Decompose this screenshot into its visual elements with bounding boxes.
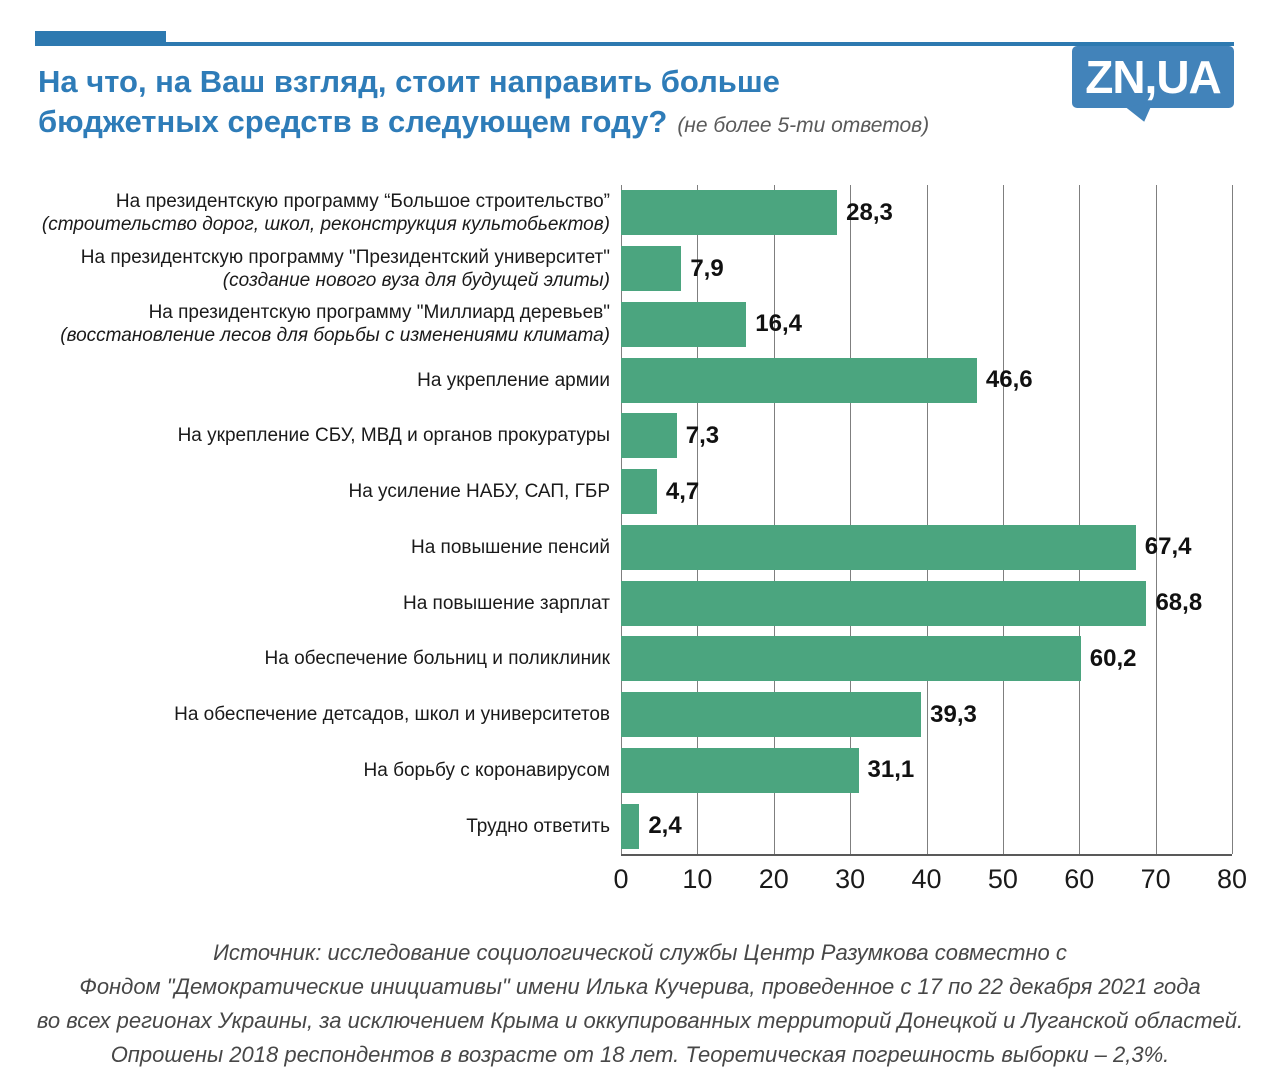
bar-row — [621, 352, 1232, 408]
bar-row — [621, 185, 1232, 241]
bar-rows — [621, 185, 1232, 854]
bar — [621, 525, 1136, 570]
x-tick-label: 60 — [1064, 864, 1095, 894]
bar — [621, 246, 681, 291]
category-label — [0, 798, 610, 854]
category-label-main: На укрепление армии — [417, 369, 610, 391]
category-label — [0, 464, 610, 520]
source-note — [0, 936, 1280, 1072]
x-tick-label: 10 — [682, 864, 713, 894]
category-label-main: Трудно ответить — [466, 815, 610, 837]
bar — [621, 413, 677, 458]
bar-value-label: 67,4 — [1144, 533, 1192, 561]
bar-value-label: 7,9 — [690, 254, 724, 282]
source-line: во всех регионах Украины, за исключением Крыма и оккупированных территорий Донецкой и Луганской областей. — [36, 1008, 1244, 1033]
category-label-main: На президентскую программу "Президентский университет" — [80, 246, 610, 268]
bar-row — [621, 464, 1232, 520]
bar-chart — [0, 185, 1248, 894]
bar — [621, 692, 921, 737]
bar-value-label: 60,2 — [1089, 644, 1137, 672]
bar — [621, 302, 746, 347]
bar-value-label: 4,7 — [665, 477, 700, 505]
bar-row — [621, 520, 1232, 576]
category-label-main: На укрепление СБУ, МВД и органов прокуратуры — [177, 425, 610, 447]
header-rule — [35, 42, 1234, 46]
category-label — [0, 185, 610, 241]
category-label-main: На повышение зарплат — [402, 592, 610, 614]
x-tick-label: 50 — [987, 864, 1018, 894]
bar — [621, 581, 1146, 626]
x-tick-label: 40 — [911, 864, 942, 894]
bar-value-label: 2,4 — [648, 812, 682, 840]
category-label-main: На президентскую программу “Большое строительство” — [115, 190, 610, 212]
source-line: Фондом "Демократические инициативы" имени Илька Кучерива, проведенное с 17 по 22 декабря 2021 года — [79, 974, 1201, 999]
bar-value-label: 39,3 — [930, 700, 977, 728]
bar-row — [621, 743, 1232, 799]
bar — [621, 469, 657, 514]
category-label — [0, 241, 610, 297]
category-label-main: На борьбу с коронавирусом — [363, 759, 610, 781]
bar-value-label: 46,6 — [985, 366, 1033, 394]
category-label — [0, 297, 610, 353]
x-axis — [613, 864, 1248, 898]
x-tick-label: 0 — [613, 864, 629, 894]
bar — [621, 358, 977, 403]
bar-row — [621, 241, 1232, 297]
znua-logo-tail — [1126, 101, 1158, 125]
bar-row — [621, 687, 1232, 743]
category-labels — [0, 185, 610, 854]
bar — [621, 636, 1081, 681]
category-label-main: На обеспечение больниц и поликлиник — [264, 648, 610, 670]
chart-title — [38, 62, 929, 146]
znua-logo[interactable] — [1072, 46, 1234, 108]
category-label-sub: (создание нового вуза для будущей элиты) — [222, 269, 610, 291]
bar — [621, 190, 837, 235]
header-accent-bar — [35, 31, 166, 46]
category-label — [0, 631, 610, 687]
bar-value-label: 28,3 — [846, 198, 893, 226]
bar-row — [621, 798, 1232, 854]
title-line-1: На что, на Ваш взгляд, стоит направить больше — [38, 64, 780, 99]
category-label — [0, 575, 610, 631]
category-label-main: На президентскую программу "Миллиард деревьев" — [148, 302, 610, 324]
category-label — [0, 408, 610, 464]
chart-subtitle: (не более 5-ти ответов) — [677, 114, 930, 137]
bar-value-label: 16,4 — [755, 310, 802, 338]
bar-row — [621, 408, 1232, 464]
znua-logo-text: ZN,UA — [1085, 51, 1221, 103]
bar-value-label: 7,3 — [685, 421, 720, 449]
category-label-sub: (строительство дорог, школ, реконструкция культобьектов) — [41, 213, 610, 235]
source-line: Источник: исследование социологической службы Центр Разумкова совместно с — [213, 940, 1067, 965]
category-label-main: На усиление НАБУ, САП, ГБР — [348, 481, 610, 503]
x-tick-label: 70 — [1140, 864, 1171, 894]
gridline — [1232, 185, 1233, 854]
category-label — [0, 520, 610, 576]
source-line: Опрошены 2018 респондентов в возрасте от 18 лет. Теоретическая погрешность выборки – 2,3%. — [110, 1042, 1170, 1067]
bar-value-label: 68,8 — [1155, 589, 1203, 617]
x-tick-label: 30 — [835, 864, 866, 894]
x-tick-label: 20 — [758, 864, 789, 894]
category-label — [0, 352, 610, 408]
x-tick-label: 80 — [1216, 864, 1248, 894]
category-label-main: На обеспечение детсадов, школ и университетов — [174, 704, 610, 726]
bar-row — [621, 631, 1232, 687]
title-line-2: бюджетных средств в следующем году? — [38, 104, 668, 139]
bar — [621, 804, 639, 849]
bar-row — [621, 575, 1232, 631]
bar-row — [621, 297, 1232, 353]
category-label — [0, 743, 610, 799]
category-label-sub: (восстановление лесов для борьбы с изменениями климата) — [60, 325, 610, 347]
plot-area — [613, 185, 1248, 894]
bar-value-label: 31,1 — [867, 756, 915, 784]
bar — [621, 748, 859, 793]
category-label — [0, 687, 610, 743]
category-label-main: На повышение пенсий — [410, 536, 610, 558]
